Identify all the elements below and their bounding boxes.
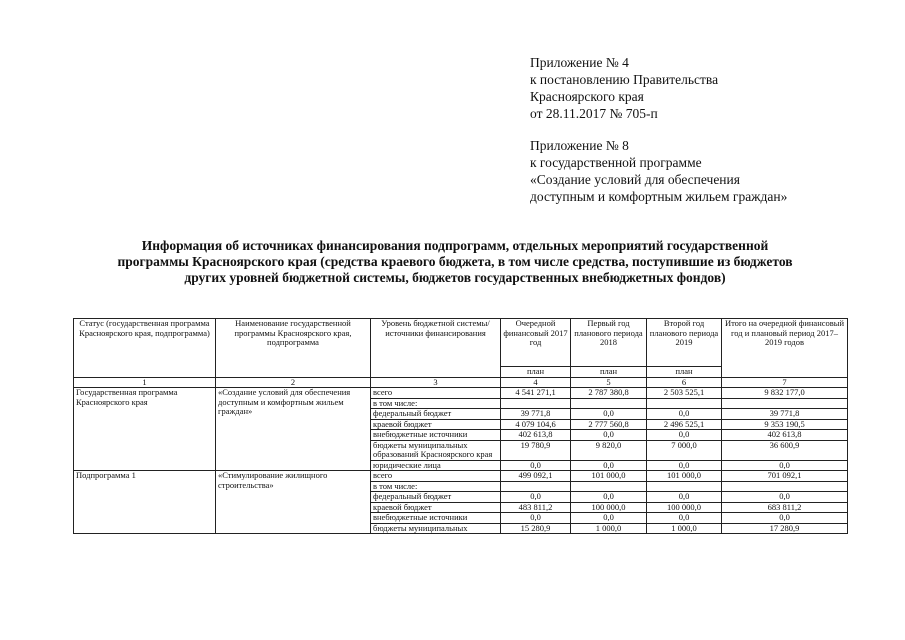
- level-cell: всего: [371, 471, 501, 482]
- level-cell: внебюджетные источники: [371, 513, 501, 524]
- value-2018: [571, 481, 647, 492]
- value-2019: 101 000,0: [647, 471, 722, 482]
- column-number: 4: [501, 377, 571, 388]
- level-cell: федеральный бюджет: [371, 492, 501, 503]
- value-2018: 2 787 380,8: [571, 388, 647, 399]
- value-2017: 402 613,8: [501, 430, 571, 441]
- value-2019: 0,0: [647, 460, 722, 471]
- title-line: Информация об источниках финансирования подпрограмм, отдельных мероприятий государственной: [141, 238, 769, 253]
- value-2017: 0,0: [501, 513, 571, 524]
- value-2019: 0,0: [647, 492, 722, 503]
- value-total: 701 092,1: [722, 471, 848, 482]
- value-2019: 0,0: [647, 513, 722, 524]
- value-2019: [647, 481, 722, 492]
- value-2017: 4 079 104,6: [501, 419, 571, 430]
- column-number: 1: [74, 377, 216, 388]
- value-total: 402 613,8: [722, 430, 848, 441]
- header-2018: Первый год планового периода 2018: [571, 319, 647, 367]
- value-total: 0,0: [722, 492, 848, 503]
- value-2019: 1 000,0: [647, 523, 722, 534]
- value-2017: 499 092,1: [501, 471, 571, 482]
- value-2018: 0,0: [571, 409, 647, 420]
- value-total: 9 353 190,5: [722, 419, 848, 430]
- header-total: Итого на очередной финансовый год и плановый период 2017–2019 годов: [722, 319, 848, 378]
- program-name-cell: «Создание условий для обеспечения доступным и комфортным жильем граждан»: [216, 388, 371, 471]
- value-total: 0,0: [722, 513, 848, 524]
- financing-table: [73, 318, 848, 534]
- header-plan: план: [571, 367, 647, 378]
- level-cell: внебюджетные источники: [371, 430, 501, 441]
- value-total: 39 771,8: [722, 409, 848, 420]
- value-total: 9 832 177,0: [722, 388, 848, 399]
- level-cell: бюджеты муниципальных: [371, 523, 501, 534]
- value-2019: 7 000,0: [647, 440, 722, 460]
- value-2018: [571, 398, 647, 409]
- status-cell: Государственная программа Красноярского края: [74, 388, 216, 471]
- value-total: 683 811,2: [722, 502, 848, 513]
- value-2018: 0,0: [571, 430, 647, 441]
- level-cell: в том числе:: [371, 398, 501, 409]
- header-2019: Второй год планового периода 2019: [647, 319, 722, 367]
- header-name: Наименование государственной программы Красноярского края, подпрограмма: [216, 319, 371, 378]
- value-2018: 100 000,0: [571, 502, 647, 513]
- value-2018: 0,0: [571, 492, 647, 503]
- column-number: 5: [571, 377, 647, 388]
- header-status: Статус (государственная программа Красноярского края, подпрограмма): [74, 319, 216, 378]
- appendix-line: Приложение № 8: [530, 138, 629, 153]
- value-2017: 0,0: [501, 460, 571, 471]
- value-2017: 0,0: [501, 492, 571, 503]
- title-line: других уровней бюджетной системы, бюджетов государственных внебюджетных фондов): [184, 270, 726, 285]
- value-total: 17 280,9: [722, 523, 848, 534]
- appendix-line: от 28.11.2017 № 705-п: [530, 106, 658, 121]
- value-2018: 2 777 560,8: [571, 419, 647, 430]
- header-plan: план: [501, 367, 571, 378]
- value-2017: 4 541 271,1: [501, 388, 571, 399]
- table-body: [74, 388, 848, 534]
- document-title: [60, 238, 850, 286]
- level-cell: краевой бюджет: [371, 419, 501, 430]
- value-2017: 19 780,9: [501, 440, 571, 460]
- appendix-line: к постановлению Правительства: [530, 72, 719, 87]
- value-2019: 0,0: [647, 409, 722, 420]
- column-numbers-row: [74, 377, 848, 388]
- header-2017: Очередной финансовый 2017 год: [501, 319, 571, 367]
- appendix-4-block: [530, 54, 718, 122]
- level-cell: федеральный бюджет: [371, 409, 501, 420]
- column-number: 3: [371, 377, 501, 388]
- table-header: [74, 319, 848, 388]
- value-2018: 0,0: [571, 513, 647, 524]
- header-plan: план: [647, 367, 722, 378]
- table-row: [74, 471, 848, 482]
- table-row: [74, 388, 848, 399]
- column-number: 7: [722, 377, 848, 388]
- appendix-line: Красноярского края: [530, 89, 644, 104]
- value-2018: 101 000,0: [571, 471, 647, 482]
- appendix-8-block: [530, 137, 787, 205]
- value-total: [722, 398, 848, 409]
- value-2019: 100 000,0: [647, 502, 722, 513]
- level-cell: бюджеты муниципальных образований Красноярского края: [371, 440, 501, 460]
- column-number: 6: [647, 377, 722, 388]
- value-total: 0,0: [722, 460, 848, 471]
- appendix-line: к государственной программе: [530, 155, 702, 170]
- value-total: [722, 481, 848, 492]
- value-total: 36 600,9: [722, 440, 848, 460]
- value-2017: 15 280,9: [501, 523, 571, 534]
- value-2017: [501, 398, 571, 409]
- value-2019: 2 496 525,1: [647, 419, 722, 430]
- header-level: Уровень бюджетной системы/ источники финансирования: [371, 319, 501, 378]
- level-cell: юридические лица: [371, 460, 501, 471]
- appendix-line: Приложение № 4: [530, 55, 629, 70]
- value-2018: 1 000,0: [571, 523, 647, 534]
- level-cell: в том числе:: [371, 481, 501, 492]
- value-2018: 0,0: [571, 460, 647, 471]
- value-2017: 483 811,2: [501, 502, 571, 513]
- appendix-line: доступным и комфортным жильем граждан»: [530, 189, 788, 204]
- value-2019: 2 503 525,1: [647, 388, 722, 399]
- column-number: 2: [216, 377, 371, 388]
- level-cell: всего: [371, 388, 501, 399]
- value-2018: 9 820,0: [571, 440, 647, 460]
- value-2017: 39 771,8: [501, 409, 571, 420]
- title-line: программы Красноярского края (средства краевого бюджета, в том числе средства, поступившие из бюджетов: [117, 254, 793, 269]
- appendix-line: «Создание условий для обеспечения: [530, 172, 740, 187]
- value-2019: 0,0: [647, 430, 722, 441]
- status-cell: Подпрограмма 1: [74, 471, 216, 534]
- value-2017: [501, 481, 571, 492]
- program-name-cell: «Стимулирование жилищного строительства»: [216, 471, 371, 534]
- value-2019: [647, 398, 722, 409]
- level-cell: краевой бюджет: [371, 502, 501, 513]
